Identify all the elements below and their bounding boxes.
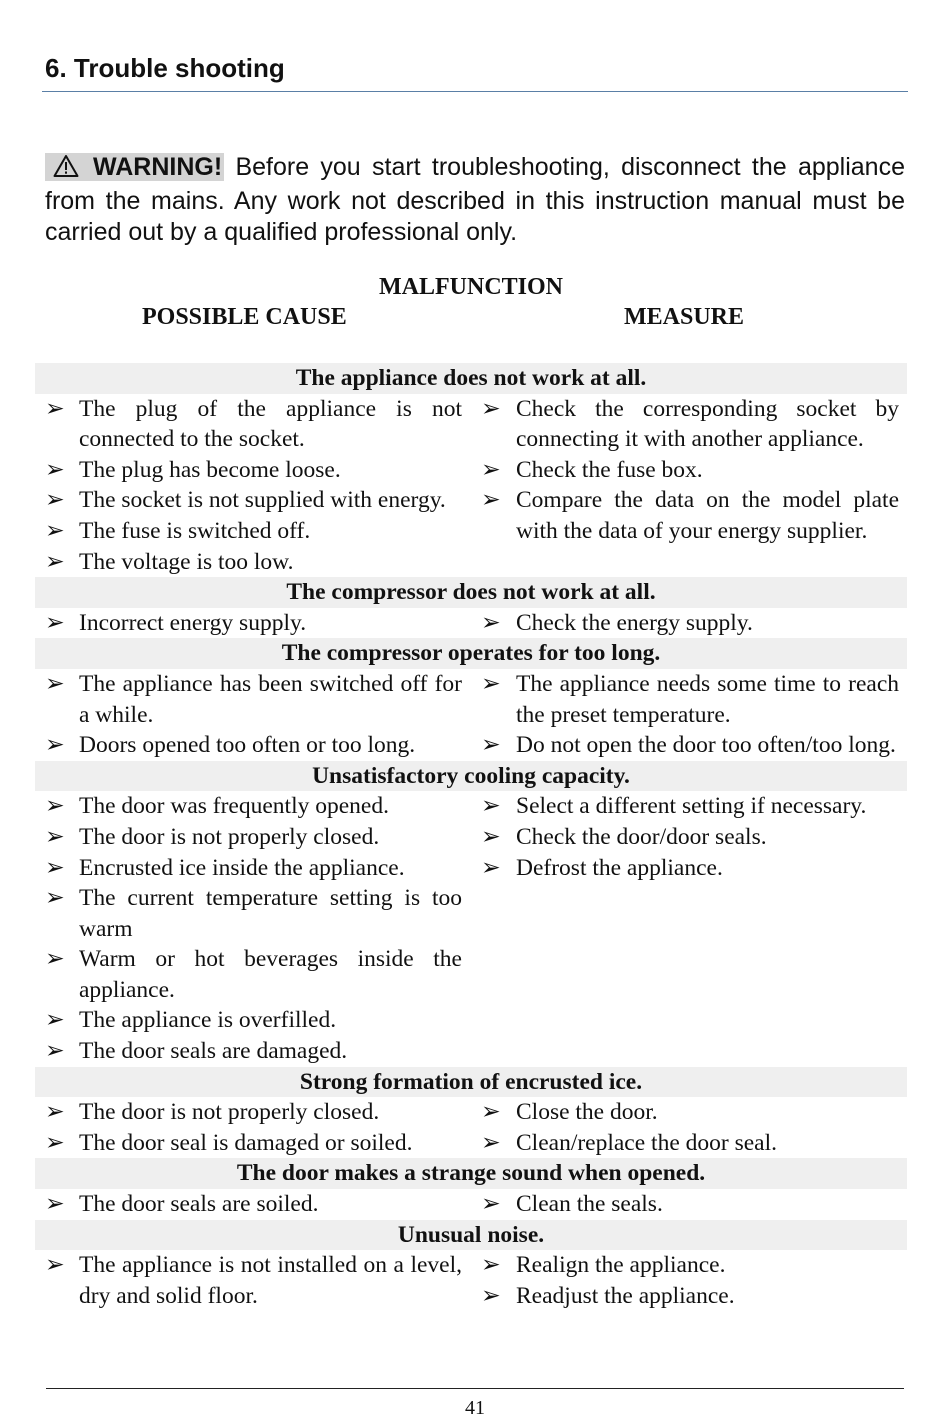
measure-list-item xyxy=(472,608,907,639)
cause-list-item xyxy=(35,394,472,455)
cause-column xyxy=(35,608,472,639)
arrow-bullet-icon: ➢ xyxy=(45,1099,65,1126)
header-malfunction: MALFUNCTION xyxy=(379,274,563,300)
arrow-bullet-icon: ➢ xyxy=(45,732,65,759)
measure-text: Do not open the door too often/too long. xyxy=(516,732,896,759)
troubleshooting-table xyxy=(35,363,907,1311)
cause-list-item xyxy=(35,883,472,944)
measure-text: Close the door. xyxy=(516,1099,658,1126)
cause-text: The current temperature setting is too warm xyxy=(79,885,462,942)
header-possible-cause: POSSIBLE CAUSE xyxy=(142,304,347,330)
arrow-bullet-icon: ➢ xyxy=(481,1282,501,1309)
measure-text: Defrost the appliance. xyxy=(516,854,723,881)
measure-text: Check the fuse box. xyxy=(516,456,703,483)
arrow-bullet-icon: ➢ xyxy=(481,456,501,483)
arrow-bullet-icon: ➢ xyxy=(481,609,501,636)
cause-text: The door seal is damaged or soiled. xyxy=(79,1129,413,1156)
arrow-bullet-icon: ➢ xyxy=(45,456,65,483)
malfunction-row xyxy=(35,394,907,578)
measure-list-item xyxy=(472,455,907,486)
measure-list-item xyxy=(472,485,907,546)
cause-text: The appliance is not installed on a level, dry and solid floor. xyxy=(79,1252,462,1309)
arrow-bullet-icon: ➢ xyxy=(45,670,65,697)
arrow-bullet-icon: ➢ xyxy=(45,1191,65,1218)
cause-list-item xyxy=(35,455,472,486)
cause-text: The fuse is switched off. xyxy=(79,517,311,544)
measure-list-item xyxy=(472,394,907,455)
cause-list-item xyxy=(35,1250,472,1311)
arrow-bullet-icon: ➢ xyxy=(45,1038,65,1065)
malfunction-row xyxy=(35,669,907,761)
malfunction-heading: Unsatisfactory cooling capacity. xyxy=(35,761,907,792)
cause-column xyxy=(35,791,472,1066)
cause-column xyxy=(35,1189,472,1220)
measure-column xyxy=(472,608,907,639)
cause-text: The voltage is too low. xyxy=(79,548,294,575)
measure-text: Compare the data on the model plate with the data of your energy supplier. xyxy=(516,487,899,544)
measure-text: Realign the appliance. xyxy=(516,1252,726,1279)
arrow-bullet-icon: ➢ xyxy=(481,487,501,514)
cause-list-item xyxy=(35,1097,472,1128)
section-title: 6. Trouble shooting xyxy=(45,53,285,83)
cause-list-item xyxy=(35,485,472,516)
measure-list-item xyxy=(472,1128,907,1159)
measure-text: Check the energy supply. xyxy=(516,609,753,636)
arrow-bullet-icon: ➢ xyxy=(481,1099,501,1126)
cause-text: The plug of the appliance is not connected to the socket. xyxy=(79,395,462,453)
cause-text: The door seals are damaged. xyxy=(79,1038,348,1065)
arrow-bullet-icon: ➢ xyxy=(481,1252,501,1279)
measure-list-item xyxy=(472,1189,907,1220)
cause-text: The door seals are soiled. xyxy=(79,1191,319,1218)
arrow-bullet-icon: ➢ xyxy=(45,517,65,544)
footer-divider xyxy=(46,1388,904,1389)
measure-list-item xyxy=(472,791,907,822)
cause-list-item xyxy=(35,791,472,822)
cause-column xyxy=(35,1097,472,1158)
cause-text: The door is not properly closed. xyxy=(79,823,380,850)
page-number: 41 xyxy=(465,1397,485,1419)
cause-list-item xyxy=(35,669,472,730)
arrow-bullet-icon: ➢ xyxy=(45,395,65,422)
arrow-bullet-icon: ➢ xyxy=(481,823,501,850)
measure-text: The appliance needs some time to reach the preset temperature. xyxy=(516,670,899,728)
arrow-bullet-icon: ➢ xyxy=(45,854,65,881)
measure-list-item xyxy=(472,669,907,730)
arrow-bullet-icon: ➢ xyxy=(45,1252,65,1279)
cause-list-item xyxy=(35,1005,472,1036)
measure-list-item xyxy=(472,1250,907,1281)
cause-text: Doors opened too often or too long. xyxy=(79,732,416,759)
malfunction-heading: The compressor does not work at all. xyxy=(35,577,907,608)
arrow-bullet-icon: ➢ xyxy=(481,854,501,881)
cause-text: Warm or hot beverages inside the appliance. xyxy=(79,946,462,1003)
cause-list-item xyxy=(35,822,472,853)
measure-column xyxy=(472,791,907,1066)
measure-column xyxy=(472,1250,907,1311)
arrow-bullet-icon: ➢ xyxy=(481,1129,501,1156)
cause-text: The door was frequently opened. xyxy=(79,793,389,820)
arrow-bullet-icon: ➢ xyxy=(45,885,65,912)
cause-column xyxy=(35,1250,472,1311)
measure-column xyxy=(472,394,907,578)
cause-list-item xyxy=(35,547,472,578)
cause-list-item xyxy=(35,1128,472,1159)
cause-text: Encrusted ice inside the appliance. xyxy=(79,854,405,881)
malfunction-heading: The door makes a strange sound when opened. xyxy=(35,1158,907,1189)
measure-text: Clean/replace the door seal. xyxy=(516,1129,777,1156)
arrow-bullet-icon: ➢ xyxy=(45,487,65,514)
cause-text: The appliance has been switched off for a while. xyxy=(79,670,462,728)
malfunction-heading: The compressor operates for too long. xyxy=(35,638,907,669)
malfunction-heading: Strong formation of encrusted ice. xyxy=(35,1067,907,1098)
warning-badge xyxy=(45,153,224,181)
malfunction-row xyxy=(35,1097,907,1158)
arrow-bullet-icon: ➢ xyxy=(481,732,501,759)
arrow-bullet-icon: ➢ xyxy=(45,946,65,973)
header-measure: MEASURE xyxy=(624,304,745,330)
malfunction-row xyxy=(35,608,907,639)
title-divider xyxy=(42,91,908,92)
arrow-bullet-icon: ➢ xyxy=(45,548,65,575)
malfunction-row xyxy=(35,1189,907,1220)
measure-list-item xyxy=(472,730,907,761)
cause-list-item xyxy=(35,608,472,639)
cause-column xyxy=(35,669,472,761)
cause-list-item xyxy=(35,730,472,761)
cause-column xyxy=(35,394,472,578)
warning-triangle-icon xyxy=(53,154,79,186)
malfunction-row xyxy=(35,1250,907,1311)
measure-column xyxy=(472,669,907,761)
measure-list-item xyxy=(472,1281,907,1312)
cause-list-item xyxy=(35,1189,472,1220)
measure-list-item xyxy=(472,1097,907,1128)
cause-text: The socket is not supplied with energy. xyxy=(79,487,446,514)
measure-column xyxy=(472,1097,907,1158)
arrow-bullet-icon: ➢ xyxy=(481,670,501,697)
malfunction-heading: Unusual noise. xyxy=(35,1220,907,1251)
arrow-bullet-icon: ➢ xyxy=(481,1191,501,1218)
measure-column xyxy=(472,1189,907,1220)
cause-list-item xyxy=(35,944,472,1005)
cause-text: The appliance is overfilled. xyxy=(79,1007,337,1034)
arrow-bullet-icon: ➢ xyxy=(45,823,65,850)
arrow-bullet-icon: ➢ xyxy=(45,1129,65,1156)
measure-text: Select a different setting if necessary. xyxy=(516,793,867,820)
measure-list-item xyxy=(472,822,907,853)
measure-text: Check the corresponding socket by connecting it with another appliance. xyxy=(516,395,899,453)
measure-text: Check the door/door seals. xyxy=(516,823,767,850)
warning-paragraph xyxy=(45,152,905,248)
arrow-bullet-icon: ➢ xyxy=(45,1007,65,1034)
cause-list-item xyxy=(35,853,472,884)
arrow-bullet-icon: ➢ xyxy=(481,395,501,422)
measure-text: Clean the seals. xyxy=(516,1191,663,1218)
cause-text: The door is not properly closed. xyxy=(79,1099,380,1126)
cause-text: Incorrect energy supply. xyxy=(79,609,307,636)
measure-text: Readjust the appliance. xyxy=(516,1282,735,1309)
arrow-bullet-icon: ➢ xyxy=(481,793,501,820)
cause-list-item xyxy=(35,516,472,547)
cause-list-item xyxy=(35,1036,472,1067)
arrow-bullet-icon: ➢ xyxy=(45,793,65,820)
warning-label: WARNING! xyxy=(93,153,223,181)
cause-text: The plug has become loose. xyxy=(79,456,341,483)
arrow-bullet-icon: ➢ xyxy=(45,609,65,636)
measure-list-item xyxy=(472,853,907,884)
malfunction-heading: The appliance does not work at all. xyxy=(35,363,907,394)
malfunction-row xyxy=(35,791,907,1066)
warning-text: Before you start troubleshooting, disconnect the appliance from the mains. Any work not described in this instruction manual must be carried out by a qualified professional only. xyxy=(45,153,905,246)
